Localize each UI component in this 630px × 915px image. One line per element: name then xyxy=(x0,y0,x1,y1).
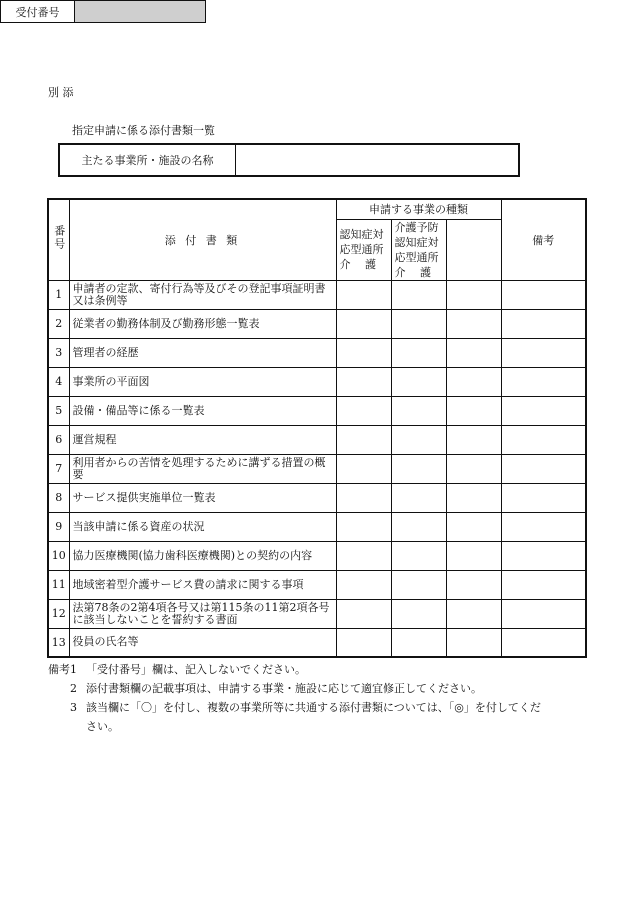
row-document: 事業所の平面図 xyxy=(69,367,336,396)
table-row xyxy=(48,454,586,483)
row-document: 利用者からの苦情を処理するために講ずる措置の概要 xyxy=(69,454,336,483)
header-number-text: 番号 xyxy=(52,225,66,252)
check-cell[interactable] xyxy=(446,512,501,541)
row-number: 6 xyxy=(48,425,69,454)
check-cell[interactable] xyxy=(446,309,501,338)
check-cell[interactable] xyxy=(446,483,501,512)
check-cell[interactable] xyxy=(446,425,501,454)
note-3: 該当欄に「〇」を付し、複数の事業所等に共通する添付書類については、「◎」を付してくだ xyxy=(86,701,541,714)
check-cell[interactable] xyxy=(391,628,446,657)
check-cell[interactable] xyxy=(446,280,501,309)
row-number: 3 xyxy=(48,338,69,367)
row-number: 13 xyxy=(48,628,69,657)
check-cell[interactable] xyxy=(391,541,446,570)
check-cell[interactable] xyxy=(391,512,446,541)
row-number: 11 xyxy=(48,570,69,599)
service-2-line: 認知症対 xyxy=(394,235,439,249)
check-cell[interactable] xyxy=(391,483,446,512)
header-remarks: 備考 xyxy=(501,199,586,280)
notes-heading: 備考1 xyxy=(48,663,77,676)
check-cell[interactable] xyxy=(391,309,446,338)
header-service-3 xyxy=(446,219,501,280)
check-cell[interactable] xyxy=(336,280,391,309)
remarks-cell[interactable] xyxy=(501,483,586,512)
check-cell[interactable] xyxy=(336,628,391,657)
note-2: 添付書類欄の記載事項は、申請する事業・施設に応じて適宜修正してください。 xyxy=(86,682,482,695)
table-row xyxy=(48,541,586,570)
row-document: 協力医療機関(協力歯科医療機関)との契約の内容 xyxy=(69,541,336,570)
check-cell[interactable] xyxy=(336,309,391,338)
check-cell[interactable] xyxy=(336,541,391,570)
check-cell[interactable] xyxy=(391,396,446,425)
check-cell[interactable] xyxy=(391,570,446,599)
check-cell[interactable] xyxy=(336,570,391,599)
check-cell[interactable] xyxy=(446,367,501,396)
remarks-cell[interactable] xyxy=(501,570,586,599)
notes-section xyxy=(48,660,541,736)
row-number: 9 xyxy=(48,512,69,541)
table-row xyxy=(48,280,586,309)
header-number xyxy=(48,199,69,280)
check-cell[interactable] xyxy=(446,454,501,483)
row-document: 管理者の経歴 xyxy=(69,338,336,367)
note-1: 「受付番号」欄は、記入しないでください。 xyxy=(86,663,306,676)
table-row xyxy=(48,425,586,454)
check-cell[interactable] xyxy=(336,367,391,396)
check-cell[interactable] xyxy=(336,338,391,367)
row-document: サービス提供実施単位一覧表 xyxy=(69,483,336,512)
remarks-cell[interactable] xyxy=(501,599,586,628)
row-document: 法第78条の2第4項各号又は第115条の11第2項各号に該当しないことを誓約する書面 xyxy=(69,599,336,628)
check-cell[interactable] xyxy=(336,396,391,425)
table-row xyxy=(48,628,586,657)
table-row xyxy=(48,599,586,628)
header-service-group: 申請する事業の種類 xyxy=(336,199,501,219)
service-1-line: 応型通所 xyxy=(339,243,384,256)
check-cell[interactable] xyxy=(336,425,391,454)
remarks-cell[interactable] xyxy=(501,396,586,425)
annex-label: 別 添 xyxy=(48,86,74,99)
remarks-cell[interactable] xyxy=(501,512,586,541)
check-cell[interactable] xyxy=(336,512,391,541)
row-document: 当該申請に係る資産の状況 xyxy=(69,512,336,541)
check-cell[interactable] xyxy=(446,338,501,367)
note-3-number: 3 xyxy=(70,701,77,714)
remarks-cell[interactable] xyxy=(501,338,586,367)
row-number: 2 xyxy=(48,309,69,338)
remarks-cell[interactable] xyxy=(501,425,586,454)
row-number: 7 xyxy=(48,454,69,483)
check-cell[interactable] xyxy=(391,338,446,367)
table-row xyxy=(48,367,586,396)
note-3-continued: さい。 xyxy=(86,720,119,733)
remarks-cell[interactable] xyxy=(501,367,586,396)
header-document: 添 付 書 類 xyxy=(69,199,336,280)
table-row xyxy=(48,309,586,338)
list-title: 指定申請に係る添付書類一覧 xyxy=(72,124,215,137)
check-cell[interactable] xyxy=(391,425,446,454)
facility-name-label: 主たる事業所・施設の名称 xyxy=(60,145,236,175)
service-1-line: 認知症対 xyxy=(339,228,384,241)
check-cell[interactable] xyxy=(446,599,501,628)
facility-name-box xyxy=(58,143,520,177)
receipt-number-label: 受付番号 xyxy=(1,1,75,22)
receipt-number-box xyxy=(0,0,206,23)
row-document: 地域密着型介護サービス費の請求に関する事項 xyxy=(69,570,336,599)
check-cell[interactable] xyxy=(391,367,446,396)
check-cell[interactable] xyxy=(446,541,501,570)
check-cell[interactable] xyxy=(391,454,446,483)
check-cell[interactable] xyxy=(446,628,501,657)
check-cell[interactable] xyxy=(391,280,446,309)
table-row xyxy=(48,570,586,599)
service-1-line: 介 護 xyxy=(339,258,376,271)
row-document: 役員の氏名等 xyxy=(69,628,336,657)
check-cell[interactable] xyxy=(336,483,391,512)
row-number: 5 xyxy=(48,396,69,425)
check-cell[interactable] xyxy=(336,454,391,483)
header-service-2 xyxy=(391,219,446,280)
row-document: 従業者の勤務体制及び勤務形態一覧表 xyxy=(69,309,336,338)
facility-name-field[interactable] xyxy=(236,145,518,175)
row-document: 設備・備品等に係る一覧表 xyxy=(69,396,336,425)
row-number: 10 xyxy=(48,541,69,570)
row-number: 8 xyxy=(48,483,69,512)
header-service-1 xyxy=(336,219,391,280)
remarks-cell[interactable] xyxy=(501,628,586,657)
remarks-cell[interactable] xyxy=(501,280,586,309)
remarks-cell[interactable] xyxy=(501,309,586,338)
service-2-line: 応型通所 xyxy=(394,250,439,264)
row-number: 12 xyxy=(48,599,69,628)
row-document: 申請者の定款、寄付行為等及びその登記事項証明書又は条例等 xyxy=(69,280,336,309)
table-row xyxy=(48,512,586,541)
remarks-cell[interactable] xyxy=(501,541,586,570)
table-row xyxy=(48,483,586,512)
receipt-number-field[interactable] xyxy=(75,1,205,22)
check-cell[interactable] xyxy=(336,599,391,628)
service-2-line: 介護予防 xyxy=(394,220,439,234)
remarks-cell[interactable] xyxy=(501,454,586,483)
table-row xyxy=(48,338,586,367)
row-document: 運営規程 xyxy=(69,425,336,454)
check-cell[interactable] xyxy=(446,396,501,425)
check-cell[interactable] xyxy=(446,570,501,599)
check-cell[interactable] xyxy=(391,599,446,628)
row-number: 1 xyxy=(48,280,69,309)
row-number: 4 xyxy=(48,367,69,396)
table-row xyxy=(48,396,586,425)
service-2-line: 介 護 xyxy=(394,265,431,279)
attachment-table xyxy=(47,198,587,658)
note-2-number: 2 xyxy=(70,682,77,695)
